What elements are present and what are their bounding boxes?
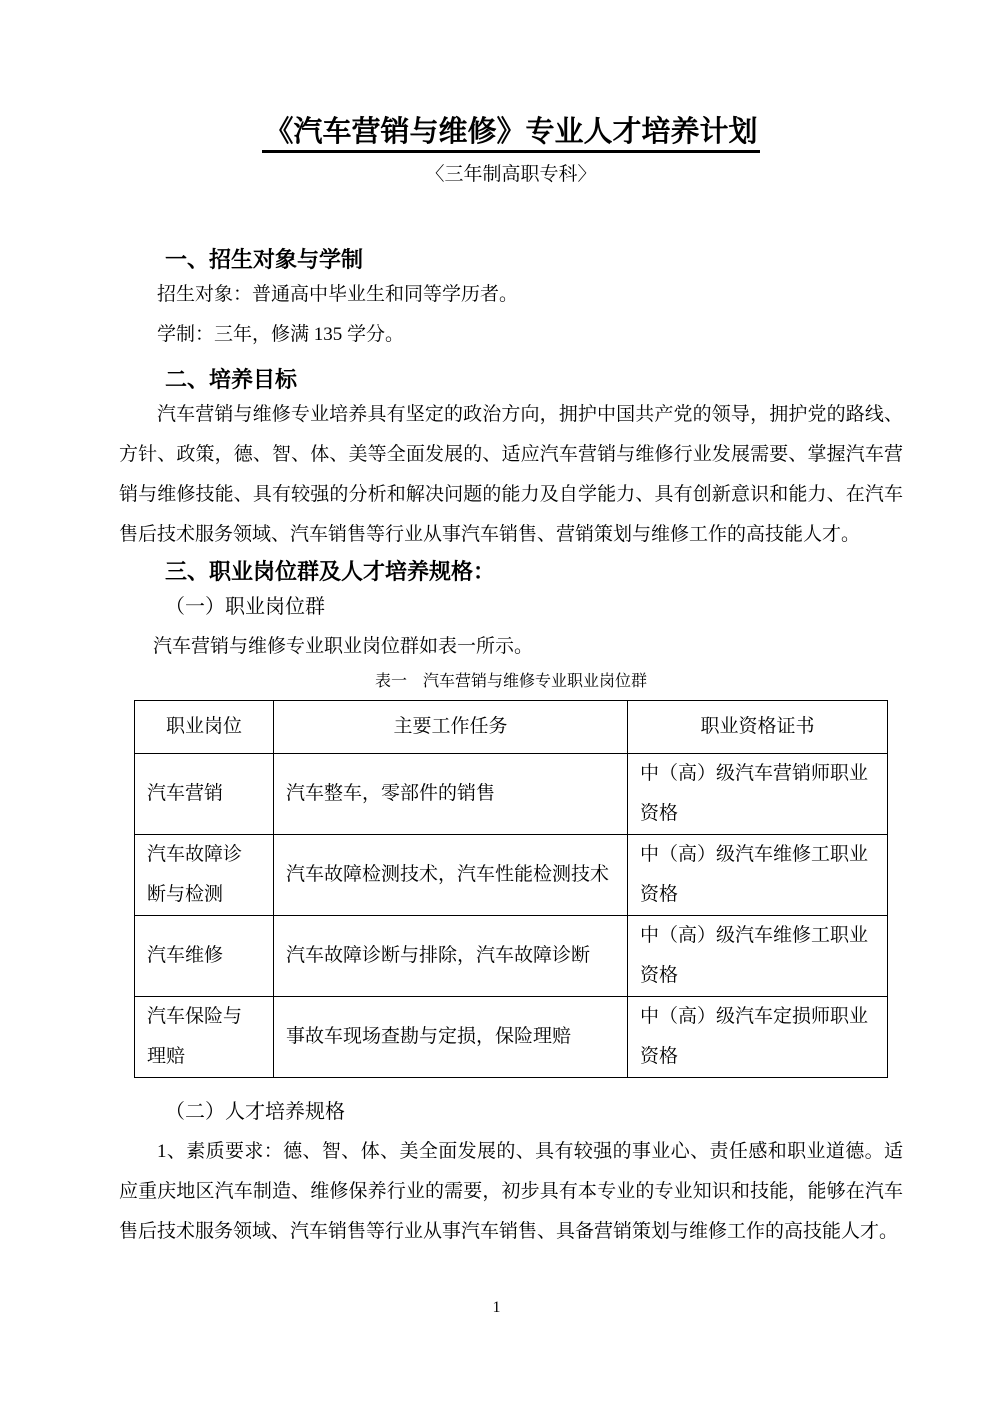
header-main-tasks: 主要工作任务: [274, 701, 628, 754]
section-heading-training-goal: 二、培养目标: [165, 367, 298, 392]
section-heading-job-groups: 三、职业岗位群及人才培养规格：: [165, 559, 496, 584]
section-heading-enrollment: 一、招生对象与学制: [165, 247, 364, 272]
table-intro-line: 汽车营销与维修专业职业岗位群如表一所示。: [153, 636, 534, 657]
cell-certificate: 中（高）级汽车定损师职业资格: [628, 997, 888, 1078]
subsection-talent-spec: （二）人才培养规格: [165, 1101, 345, 1123]
schooling-length-line: 学制：三年，修满 135 学分。: [157, 324, 405, 345]
cell-certificate: 中（高）级汽车维修工职业资格: [628, 916, 888, 997]
cell-job-position: 汽车故障诊断与检测: [135, 835, 274, 916]
cell-job-position: 汽车维修: [135, 916, 274, 997]
cell-certificate: 中（高）级汽车维修工职业资格: [628, 835, 888, 916]
table-header-row: [135, 701, 888, 754]
cell-job-position: 汽车营销: [135, 754, 274, 835]
cell-certificate: 中（高）级汽车营销师职业资格: [628, 754, 888, 835]
page-number: 1: [492, 1299, 501, 1316]
table-caption: 表一 汽车营销与维修专业职业岗位群: [374, 673, 647, 690]
document-subtitle: 〈三年制高职专科〉: [425, 164, 597, 185]
cell-main-tasks: 汽车故障诊断与排除，汽车故障诊断: [274, 916, 628, 997]
table-row: [135, 835, 888, 916]
cell-main-tasks: 事故车现场查勘与定损，保险理赔: [274, 997, 628, 1078]
subsection-job-group: （一）职业岗位群: [165, 596, 325, 618]
header-job-position: 职业岗位: [135, 701, 274, 754]
enrollment-target-line: 招生对象：普通高中毕业生和同等学历者。: [157, 284, 519, 305]
header-certificates: 职业资格证书: [628, 701, 888, 754]
document-title: [119, 112, 903, 152]
quality-requirements-paragraph: 1、素质要求：德、智、体、美全面发展的、具有较强的事业心、责任感和职业道德。适应重庆地区汽车制造、维修保养行业的需要，初步具有本专业的专业知识和技能，能够在汽车售后技术服务领域、汽车销售等行业从事汽车销售、具备营销策划与维修工作的高技能人才。: [119, 1141, 903, 1242]
table-row: [135, 754, 888, 835]
document-title-text: 《汽车营销与维修》专业人才培养计划: [262, 116, 759, 153]
table-row: [135, 916, 888, 997]
training-goal-paragraph: 汽车营销与维修专业培养具有坚定的政治方向，拥护中国共产党的领导，拥护党的路线、方针、政策，德、智、体、美等全面发展的、适应汽车营销与维修行业发展需要、掌握汽车营销与维修技能、具有较强的分析和解决问题的能力及自学能力、具有创新意识和能力、在汽车售后技术服务领域、汽车销售等行业从事汽车销售、营销策划与维修工作的高技能人才。: [119, 404, 903, 545]
cell-main-tasks: 汽车整车，零部件的销售: [274, 754, 628, 835]
table-row: [135, 997, 888, 1078]
cell-job-position: 汽车保险与理赔: [135, 997, 274, 1078]
job-positions-table: [134, 700, 888, 1078]
cell-main-tasks: 汽车故障检测技术，汽车性能检测技术: [274, 835, 628, 916]
